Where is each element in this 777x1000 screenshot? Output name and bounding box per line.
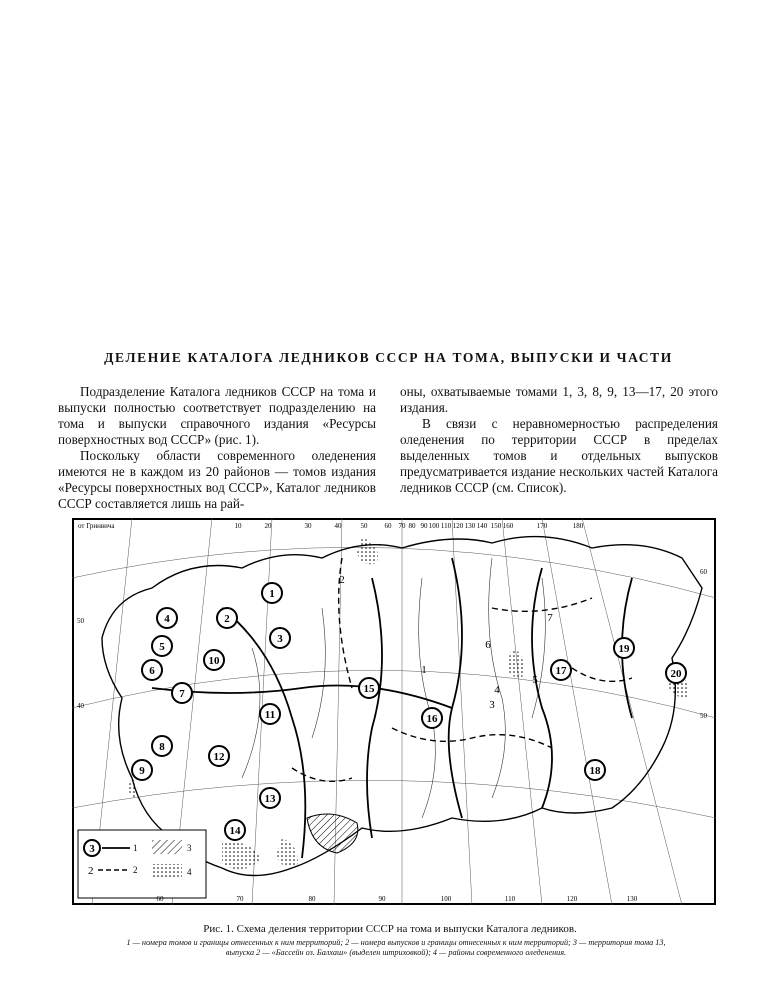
volume-marker [225, 820, 245, 840]
paragraph: В связи с неравномерностью распределения оледенения по территории СССР в пределах выделенных томов и отдельных выпусков предусматривается издание нескольких частей Каталога ледников СССР (см. Список). [400, 416, 718, 495]
bottom-scale-label: 130 [626, 895, 638, 903]
volume-marker [614, 638, 634, 658]
svg-text:15: 15 [363, 683, 375, 695]
top-scale-label: 70 [398, 522, 406, 530]
bottom-scale-label: 90 [378, 895, 386, 903]
bottom-scale-label: 80 [308, 895, 316, 903]
issue-number: 7 [547, 612, 553, 624]
svg-text:19: 19 [618, 643, 630, 655]
svg-text:18: 18 [589, 765, 601, 777]
volume-marker [152, 636, 172, 656]
volume-marker [132, 760, 152, 780]
top-scale-label: 60 [384, 522, 392, 530]
text-column-left [58, 384, 376, 512]
paragraph: оны, охватываемые томами 1, 3, 8, 9, 13—17, 20 этого издания. [400, 384, 718, 415]
top-scale-label: 40 [334, 522, 342, 530]
svg-text:4: 4 [164, 613, 170, 625]
greenwich-label: от Гринвича [78, 522, 115, 530]
volume-marker [585, 760, 605, 780]
issue-number: 4 [494, 684, 500, 696]
volume-marker [260, 788, 280, 808]
map-legend [78, 830, 206, 898]
issue-number: 2 [339, 574, 345, 586]
svg-text:20: 20 [670, 668, 682, 680]
volume-marker [359, 678, 379, 698]
issue-number: 3 [489, 699, 495, 711]
svg-text:9: 9 [139, 765, 145, 777]
issue-number: 6 [485, 639, 491, 651]
paragraph: Поскольку области современного оледенения имеются не в каждом из 20 районов — томов издания «Ресурсы поверхностных вод СССР», Каталог ледников СССР составляется лишь на рай- [58, 448, 376, 511]
top-scale-label: 10 [234, 522, 242, 530]
page-title: ДЕЛЕНИЕ КАТАЛОГА ЛЕДНИКОВ СССР НА ТОМА, ВЫПУСКИ И ЧАСТИ [104, 350, 673, 365]
top-scale-label: 20 [264, 522, 272, 530]
bottom-scale-label: 60 [156, 895, 164, 903]
svg-text:16: 16 [426, 713, 438, 725]
issue-number: 5 [532, 674, 538, 686]
left-scale-label: 50 [77, 617, 84, 625]
svg-text:7: 7 [179, 688, 185, 700]
legend-item-2: 2 [133, 865, 138, 875]
volume-marker [172, 683, 192, 703]
volume-marker [142, 660, 162, 680]
svg-text:5: 5 [159, 641, 165, 653]
top-scale-label: 130 [464, 522, 476, 530]
top-scale-label: 90 [420, 522, 428, 530]
figure-legend-text: 1 — номера томов и границы отнесенных к ним территорий; 2 — номера выпусков и границы отнесенных к ним территорий; 3 — территория тома 13, выпуска 2 — «Бассейн оз. Балхаш» (выделен штриховкой); 4 — районы современного оледенения. [126, 938, 666, 957]
legend-sample-volume: 3 [89, 843, 95, 855]
top-scale-label: 120 [452, 522, 464, 530]
bottom-scale-label: 70 [236, 895, 244, 903]
issue-number: 1 [421, 664, 427, 676]
svg-text:12: 12 [213, 751, 225, 763]
svg-text:3: 3 [277, 633, 283, 645]
legend-sample-issue: 2 [88, 865, 94, 877]
ussr-map [72, 518, 716, 905]
top-scale-label: 30 [304, 522, 312, 530]
right-scale-label: 60 [700, 568, 707, 576]
volume-marker [270, 628, 290, 648]
text-column-right [400, 384, 718, 496]
right-scale-label: 50 [700, 712, 707, 720]
volume-marker [217, 608, 237, 628]
legend-item-3: 3 [187, 843, 192, 853]
svg-text:8: 8 [159, 741, 165, 753]
volume-marker [262, 583, 282, 603]
bottom-scale-label: 100 [440, 895, 452, 903]
volume-marker [157, 608, 177, 628]
paragraph: Подразделение Каталога ледников СССР на тома и выпуски полностью соответствует подразделению на тома и выпуски справочного издания «Ресурсы поверхностных вод СССР» (рис. 1). [58, 384, 376, 447]
volume-marker [666, 663, 686, 683]
svg-text:2: 2 [224, 613, 230, 625]
svg-text:10: 10 [208, 655, 220, 667]
top-scale-label: 80 [408, 522, 416, 530]
svg-text:6: 6 [149, 665, 155, 677]
volume-marker [551, 660, 571, 680]
svg-text:11: 11 [264, 709, 276, 721]
top-scale-label: 110 [440, 522, 452, 530]
top-scale-label: 170 [536, 522, 548, 530]
volume-marker [209, 746, 229, 766]
svg-text:17: 17 [555, 665, 567, 677]
volume-marker [152, 736, 172, 756]
figure-caption: Рис. 1. Схема деления территории СССР на тома и выпуски Каталога ледников. [203, 923, 577, 935]
bottom-scale-label: 110 [504, 895, 516, 903]
top-scale-label: 160 [502, 522, 514, 530]
volume-marker [204, 650, 224, 670]
svg-text:14: 14 [229, 825, 241, 837]
legend-item-4: 4 [187, 867, 192, 877]
bottom-scale-label: 120 [566, 895, 578, 903]
svg-text:1: 1 [269, 588, 275, 600]
left-scale-label: 40 [77, 702, 84, 710]
ussr-map-figure [72, 518, 716, 905]
svg-text:13: 13 [264, 793, 276, 805]
top-scale-label: 140 [476, 522, 488, 530]
top-scale-label: 150 [490, 522, 502, 530]
volume-marker [260, 704, 280, 724]
top-scale-label: 180 [572, 522, 584, 530]
top-scale-label: 100 [428, 522, 440, 530]
top-scale-label: 50 [360, 522, 368, 530]
legend-item-1: 1 [133, 843, 138, 853]
volume-marker [422, 708, 442, 728]
